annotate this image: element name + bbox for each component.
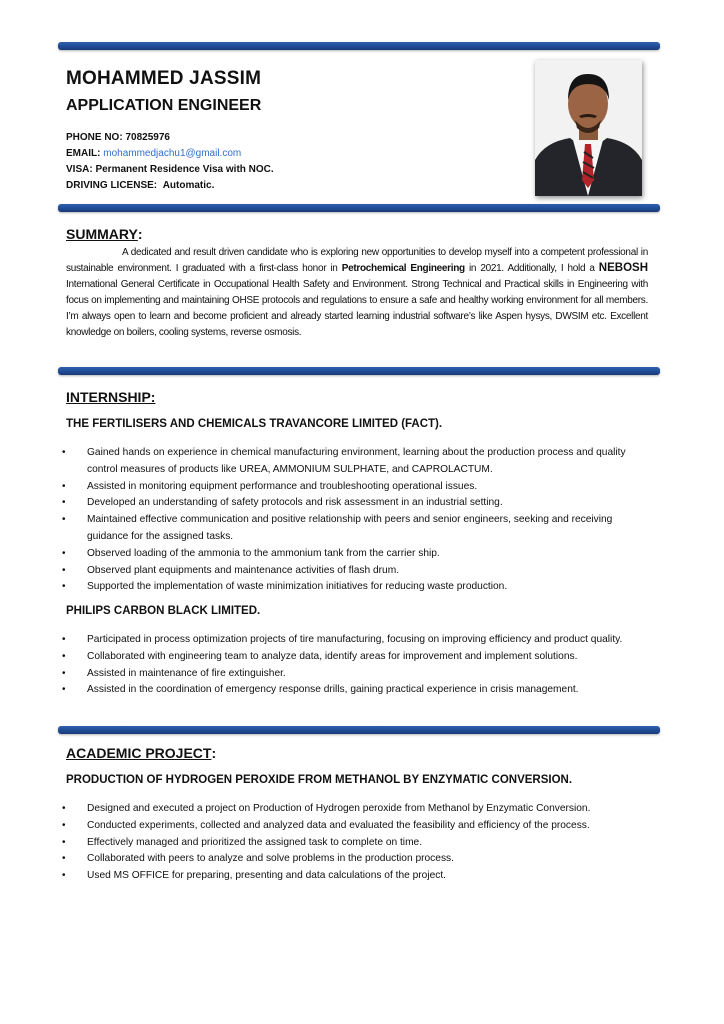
list-item: • Observed plant equipments and maintenance activities of flash drum.	[60, 563, 650, 580]
divider-bar	[58, 726, 660, 734]
academic-heading: ACADEMIC PROJECT:	[66, 745, 217, 761]
bullet-icon: •	[62, 667, 66, 679]
list-item: • Designed and executed a project on Production of Hydrogen peroxide from Methanol by Enzymatic Conversion.	[60, 801, 650, 818]
bullet-icon: •	[62, 853, 66, 865]
internship-heading: INTERNSHIP:	[66, 389, 156, 405]
bullet-icon: •	[62, 836, 66, 848]
bullet-icon: •	[62, 803, 66, 814]
list-item: • Maintained effective communication and positive relationship with peers and senior engineers, seeking and receiving guidance for the assigned tasks.	[62, 514, 613, 542]
bullet-icon: •	[62, 650, 66, 662]
list-item: • Conducted experiments, collected and analyzed data and evaluated the feasibility and efficiency of the process.	[60, 818, 650, 835]
bullet-icon: •	[62, 497, 66, 509]
list-item: • Assisted in maintenance of fire extinguisher.	[60, 666, 650, 683]
bullet-icon: •	[62, 581, 66, 593]
license-line: DRIVING LICENSE: Automatic.	[66, 180, 215, 191]
list-item: • Collaborated with peers to analyze and solve problems in the production process.	[60, 851, 650, 868]
list-item: • Observed loading of the ammonia to the ammonium tank from the carrier ship.	[60, 546, 650, 563]
list-item: • Used MS OFFICE for preparing, presenting and data calculations of the project.	[60, 868, 650, 885]
bullet-icon: •	[62, 819, 66, 831]
divider-bar	[58, 367, 660, 375]
bullet-icon: •	[62, 547, 66, 559]
bullet-icon: •	[62, 564, 66, 576]
bullet-icon: •	[62, 447, 66, 458]
email-link[interactable]: mohammedjachu1@gmail.com	[103, 148, 242, 159]
list-item: • Effectively managed and prioritized the assigned task to complete on time.	[60, 835, 650, 852]
phone-line: PHONE NO: 70825976	[66, 132, 170, 143]
divider-bar	[58, 204, 660, 212]
company-name: THE FERTILISERS AND CHEMICALS TRAVANCORE LIMITED (FACT).	[66, 418, 443, 430]
company-name: PHILIPS CARBON BLACK LIMITED.	[66, 605, 261, 617]
list-item: • Assisted in monitoring equipment performance and troubleshooting operational issues.	[60, 479, 650, 496]
bullet-icon: •	[62, 684, 66, 696]
list-item: • Gained hands on experience in chemical manufacturing environment, learning about the production process and quality control measures of products like UREA, AMMONIUM SULPHATE, and CAPROLACTUM.	[62, 447, 626, 475]
project-title: PRODUCTION OF HYDROGEN PEROXIDE FROM METHANOL BY ENZYMATIC CONVERSION.	[66, 774, 573, 786]
visa-line: VISA: Permanent Residence Visa with NOC.	[66, 164, 274, 175]
philips-bullet-list	[60, 632, 650, 699]
person-portrait-icon	[535, 60, 642, 196]
list-item: • Collaborated with engineering team to analyze data, identify areas for improvement and implement solutions.	[60, 649, 650, 666]
candidate-name: MOHAMMED JASSIM	[66, 68, 262, 89]
list-item: • Assisted in the coordination of emergency response drills, gaining practical experience in crisis management.	[60, 682, 650, 699]
profile-photo	[535, 60, 642, 196]
bullet-icon: •	[62, 634, 66, 645]
job-title: APPLICATION ENGINEER	[66, 97, 262, 114]
summary-heading: SUMMARY:	[66, 226, 143, 242]
bullet-icon: •	[62, 514, 66, 526]
top-divider-bar	[58, 42, 660, 50]
contact-info	[66, 130, 274, 194]
list-item: • Participated in process optimization projects of tire manufacturing, focusing on improving efficiency and product quality.	[60, 632, 650, 649]
fact-bullet-list	[60, 445, 650, 596]
academic-bullet-list	[60, 801, 650, 885]
bullet-icon: •	[62, 480, 66, 492]
list-item: • Developed an understanding of safety protocols and risk assessment in an industrial setting.	[60, 495, 650, 512]
email-line: EMAIL: mohammedjachu1@gmail.com	[66, 148, 242, 159]
bullet-icon: •	[62, 870, 66, 882]
list-item: • Supported the implementation of waste minimization initiatives for reducing waste production.	[60, 579, 650, 596]
summary-text: A dedicated and result driven candidate who is exploring new opportunities to develop myself into a competent professional in sustainable environment. I graduated with a first-class honor in Petrochemical Engineering in 2021. Additionally, I hold a NEBOSH International General Certificate in Occupational Health Safety and Environment. Strong Technical and Practical skills in Engineering with focus on implementing and maintaining OHSE protocols and regulations to ensure a safe and healthy working environment for all members. I’m always open to learn and become proficient and already started learning industrial software’s like Aspen hysys, DWSIM etc. Excellent knowledge on boilers, cooling systems, reverse osmosis.	[66, 247, 648, 338]
